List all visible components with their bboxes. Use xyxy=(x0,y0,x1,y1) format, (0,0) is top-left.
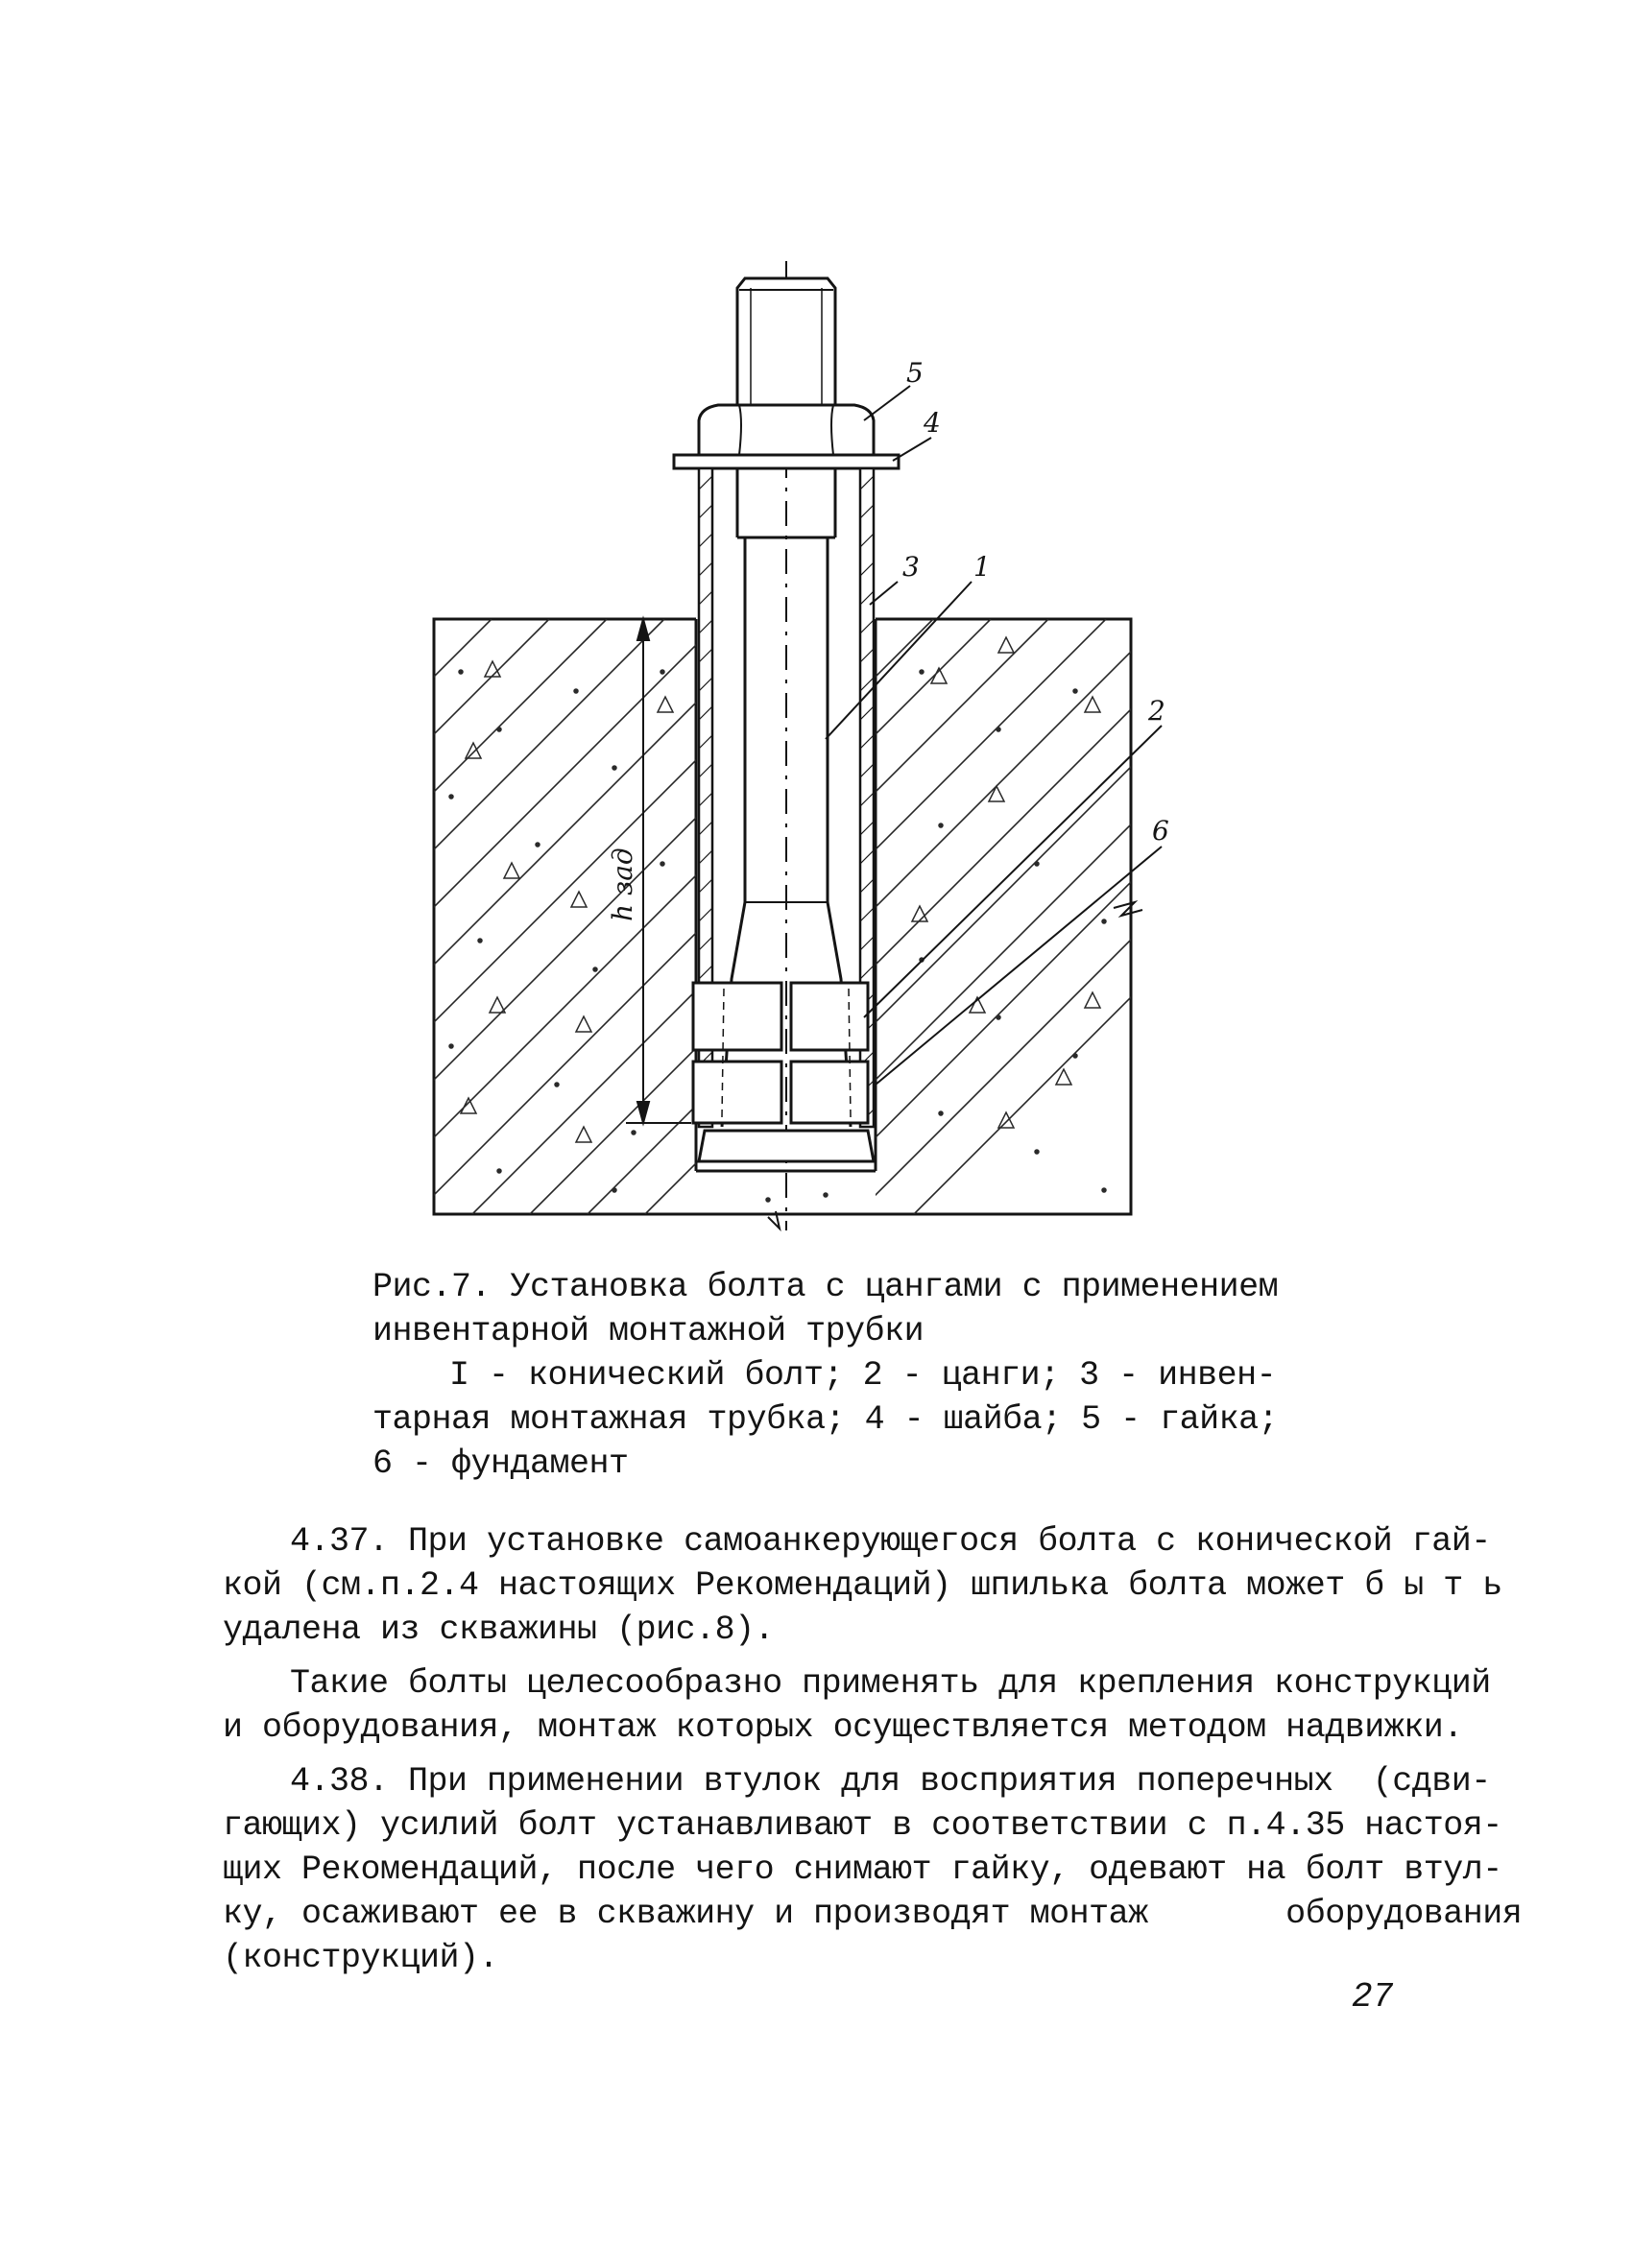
paragraph-4-37-line-1: 4.37. При установке самоанкерующегося болта с конической гай- xyxy=(290,1522,1491,1561)
paragraph-4-38-line-1: 4.38. При применении втулок для восприятия поперечных (сдви- xyxy=(290,1762,1491,1801)
caption-title-line-1: Рис.7. Установка болта с цангами с применением xyxy=(372,1268,1279,1306)
callout-2: 2 xyxy=(1148,695,1165,727)
dimension-label: h зад xyxy=(607,848,638,921)
caption-title-line-2: инвентарной монтажной трубки xyxy=(372,1312,925,1350)
caption-legend-line-3: 6 - фундамент xyxy=(372,1444,629,1483)
callout-3: 3 xyxy=(902,551,920,583)
callout-1: 1 xyxy=(973,551,991,583)
collets xyxy=(693,983,874,1161)
main-text xyxy=(223,1519,1523,1980)
paragraph-4-37-line-2: кой (см.п.2.4 настоящих Рекомендаций) шпилька болта может б ы т ь xyxy=(223,1566,1502,1605)
callout-5: 5 xyxy=(906,357,924,389)
caption-legend-line-1: I - конический болт; 2 - цанги; 3 - инвен- xyxy=(449,1356,1277,1395)
callout-6: 6 xyxy=(1152,815,1169,847)
callout-4: 4 xyxy=(924,407,941,439)
paragraph-2-line-1: Такие болты целесообразно применять для крепления конструкций xyxy=(290,1664,1491,1703)
paragraph-4-37-line-3: удалена из скважины (рис.8). xyxy=(223,1611,775,1649)
paragraph-4-38-line-5: (конструкций). xyxy=(223,1939,499,1977)
bolt-thread xyxy=(737,278,835,415)
nut xyxy=(699,405,874,455)
paragraph-4-38-line-4: ку, осаживают ее в скважину и производят монтаж оборудования xyxy=(223,1895,1523,1933)
paragraph-4-38-line-3: щих Рекомендаций, после чего снимают гайку, одевают на болт втул- xyxy=(223,1850,1502,1889)
caption-legend-line-2: тарная монтажная трубка; 4 - шайба; 5 - гайка; xyxy=(372,1400,1279,1439)
concrete-hatching xyxy=(0,619,1509,1214)
break-mark xyxy=(1114,902,1142,916)
paragraph-2-line-2: и оборудования, монтаж которых осуществляется методом надвижки. xyxy=(223,1708,1463,1747)
washer xyxy=(674,455,899,468)
figure-caption xyxy=(372,1265,1279,1486)
page-number: 27 xyxy=(1352,1977,1394,2017)
paragraph-4-38-line-2: гающих) усилий болт устанавливают в соответствии с п.4.35 настоя- xyxy=(223,1806,1502,1845)
